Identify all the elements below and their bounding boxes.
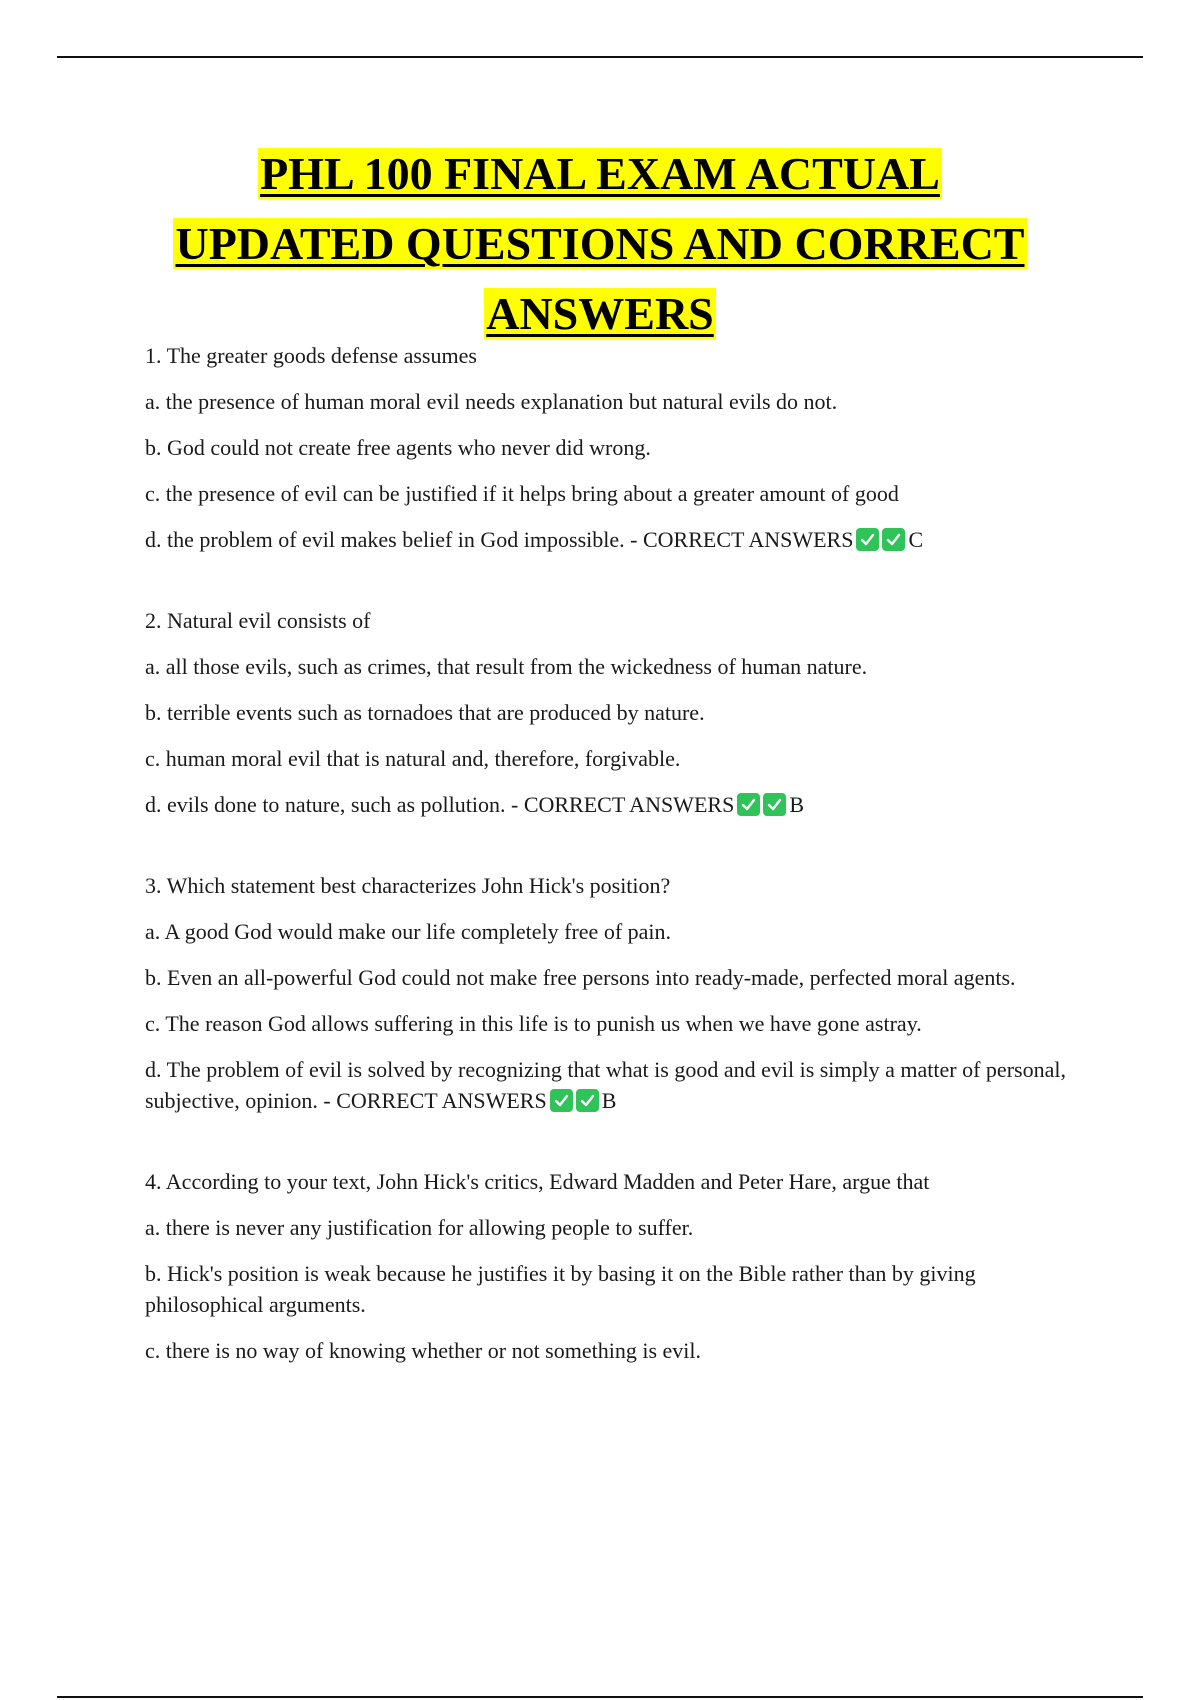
correct-answers-label: - CORRECT ANSWERS	[511, 792, 735, 817]
answer-letter: B	[789, 792, 804, 817]
option-a: a. all those evils, such as crimes, that result from the wickedness of human nature.	[145, 654, 868, 679]
question-stem: 4. According to your text, John Hick's critics, Edward Madden and Peter Hare, argue that	[145, 1169, 930, 1194]
question-1	[145, 340, 1075, 555]
bottom-rule	[57, 1696, 1143, 1698]
title-line-text: UPDATED QUESTIONS AND CORRECT	[175, 218, 1025, 269]
question-stem: 2. Natural evil consists of	[145, 608, 371, 633]
checkmark-icon	[882, 528, 905, 551]
option-a: a. A good God would make our life completely free of pain.	[145, 919, 672, 944]
question-stem: 3. Which statement best characterizes John Hick's position?	[145, 873, 671, 898]
option-d: d. The problem of evil is solved by recognizing that what is good and evil is simply a matter of personal, subjective, opinion.	[145, 1057, 1066, 1113]
checkmark-icon	[856, 528, 879, 551]
option-d-with-answer	[145, 1054, 1075, 1116]
question-3	[145, 870, 1075, 1116]
correct-answers-label: - CORRECT ANSWERS	[630, 527, 854, 552]
answer-letter: B	[601, 1088, 617, 1113]
answer-letter: C	[908, 527, 924, 552]
option-c: c. there is no way of knowing whether or not something is evil.	[145, 1338, 702, 1363]
document-title	[0, 148, 1200, 358]
option-c: c. the presence of evil can be justified if it helps bring about a greater amount of good	[145, 481, 899, 506]
option-b: b. Even an all-powerful God could not make free persons into ready-made, perfected moral agents.	[145, 965, 1016, 990]
title-line-text: ANSWERS	[486, 288, 714, 339]
option-d-with-answer	[145, 789, 1075, 820]
question-2	[145, 605, 1075, 820]
option-d: d. evils done to nature, such as pollution.	[145, 792, 506, 817]
option-a: a. there is never any justification for allowing people to suffer.	[145, 1215, 694, 1240]
option-a: a. the presence of human moral evil needs explanation but natural evils do not.	[145, 389, 838, 414]
correct-answers-label: - CORRECT ANSWERS	[323, 1088, 547, 1113]
question-4	[145, 1166, 1075, 1366]
title-line	[0, 218, 1200, 281]
top-rule	[57, 56, 1143, 58]
option-c: c. human moral evil that is natural and, therefore, forgivable.	[145, 746, 681, 771]
checkmark-icon	[550, 1089, 573, 1112]
question-stem: 1. The greater goods defense assumes	[145, 343, 477, 368]
option-d: d. the problem of evil makes belief in God impossible.	[145, 527, 625, 552]
option-b: b. Hick's position is weak because he justifies it by basing it on the Bible rather than by giving philosophical arguments.	[145, 1261, 976, 1317]
option-d-with-answer	[145, 524, 1075, 555]
option-b: b. terrible events such as tornadoes that are produced by nature.	[145, 700, 705, 725]
option-c: c. The reason God allows suffering in this life is to punish us when we have gone astray.	[145, 1011, 922, 1036]
option-b: b. God could not create free agents who never did wrong.	[145, 435, 651, 460]
checkmark-icon	[763, 793, 786, 816]
title-line-text: PHL 100 FINAL EXAM ACTUAL	[260, 148, 940, 199]
title-line	[0, 148, 1200, 211]
checkmark-icon	[576, 1089, 599, 1112]
questions-list	[145, 340, 1075, 1381]
checkmark-icon	[737, 793, 760, 816]
